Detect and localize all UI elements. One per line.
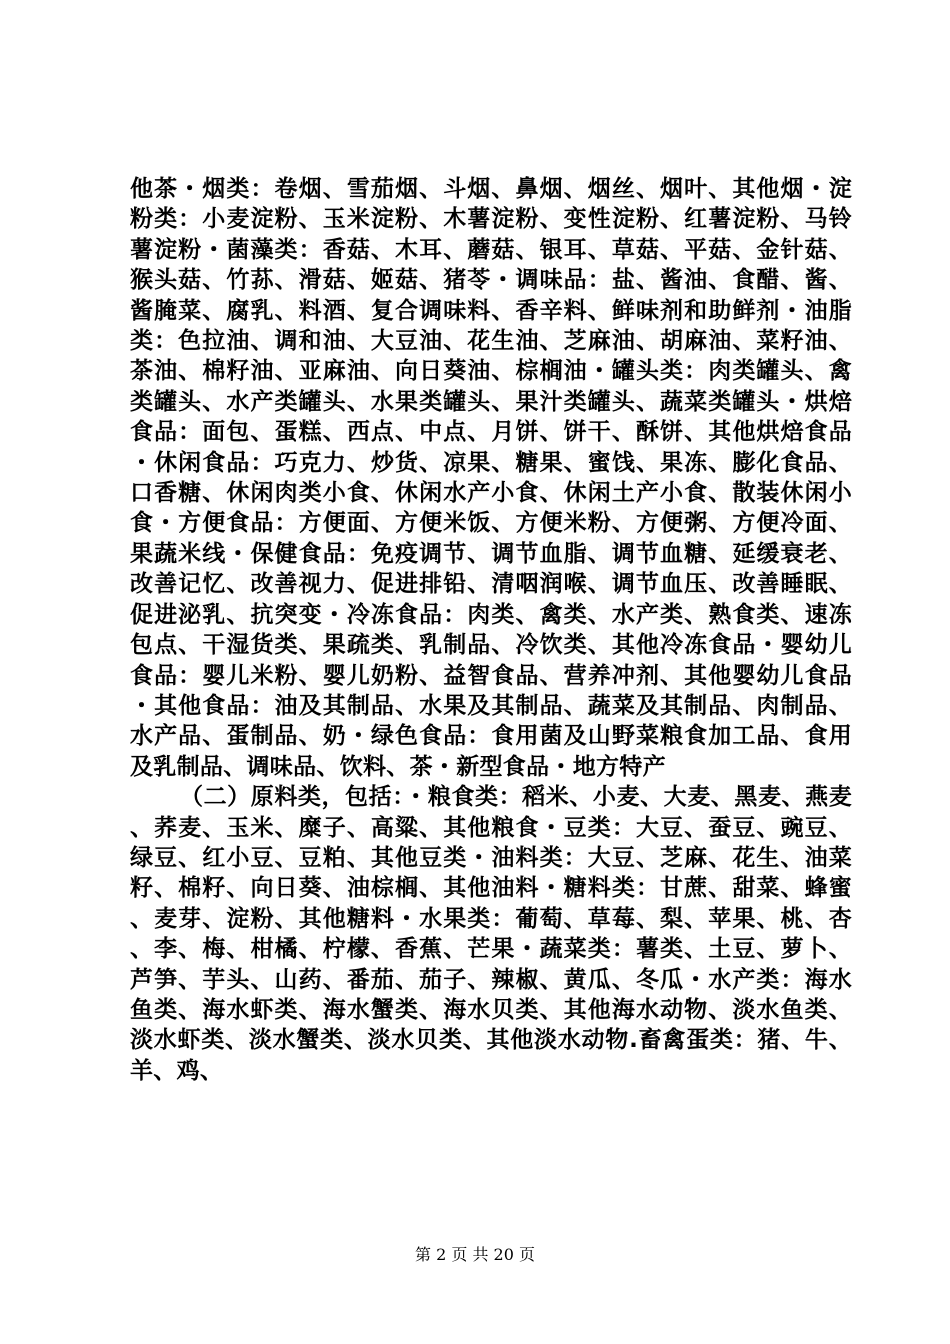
paragraph-food-categories: 他茶・烟类：卷烟、雪茄烟、斗烟、鼻烟、烟丝、烟叶、其他烟・淀粉类：小麦淀粉、玉米淀粉、木薯淀粉、变性淀粉、红薯淀粉、马铃薯淀粉・菌藻类：香菇、木耳、蘑菇、银耳、草菇、平菇、金针菇、猴头菇、竹荪、滑菇、姬菇、猪苓・调味品：盐、酱油、食醋、酱、酱腌菜、腐乳、料酒、复合调味料、香辛料、鲜味剂和助鲜剂・油脂类：色拉油、调和油、大豆油、花生油、芝麻油、胡麻油、菜籽油、茶油、棉籽油、亚麻油、向日葵油、棕榈油・罐头类：肉类罐头、禽类罐头、水产类罐头、水果类罐头、果汁类罐头、蔬菜类罐头・烘焙食品：面包、蛋糕、西点、中点、月饼、饼干、酥饼、其他烘焙食品・休闲食品：巧克力、炒货、凉果、糖果、蜜饯、果冻、膨化食品、口香糖、休闲肉类小食、休闲水产小食、休闲土产小食、散装休闲小食・方便食品：方便面、方便米饭、方便米粉、方便粥、方便冷面、果蔬米线・保健食品：免疫调节、调节血脂、调节血糖、延缓衰老、改善记忆、改善视力、促进排铅、清咽润喉、调节血压、改善睡眠、促进泌乳、抗突变・冷冻食品：肉类、禽类、水产类、熟食类、速冻包点、干湿货类、果疏类、乳制品、冷饮类、其他冷冻食品・婴幼儿食品：婴儿米粉、婴儿奶粉、益智食品、营养冲剂、其他婴幼儿食品・其他食品：油及其制品、水果及其制品、蔬菜及其制品、肉制品、水产品、蛋制品、奶・绿色食品：食用菌及山野菜粮食加工品、食用及乳制品、调味品、饮料、茶・新型食品・地方特产 [130,176,852,780]
page-number-footer: 第 2 页 共 20 页 [415,1245,535,1264]
paragraph-raw-materials: （二）原料类，包括：・粮食类：稻米、小麦、大麦、黑麦、燕麦、荞麦、玉米、糜子、高粱、其他粮食・豆类：大豆、蚕豆、豌豆、绿豆、红小豆、豆粕、其他豆类・油料类：大豆、芝麻、花生、油菜籽、棉籽、向日葵、油棕榈、其他油料・糖料类：甘蔗、甜菜、蜂蜜、麦芽、淀粉、其他糖料・水果类：葡萄、草莓、梨、苹果、桃、杏、李、梅、柑橘、柠檬、香蕉、芒果・蔬菜类：薯类、土豆、萝卜、芦笋、芋头、山药、番茄、茄子、辣椒、黄瓜、冬瓜・水产类：海水鱼类、海水虾类、海水蟹类、海水贝类、其他海水动物、淡水鱼类、淡水虾类、淡水蟹类、淡水贝类、其他淡水动物.畜禽蛋类：猪、牛、羊、鸡、 [130,784,852,1084]
document-body [130,174,852,1086]
